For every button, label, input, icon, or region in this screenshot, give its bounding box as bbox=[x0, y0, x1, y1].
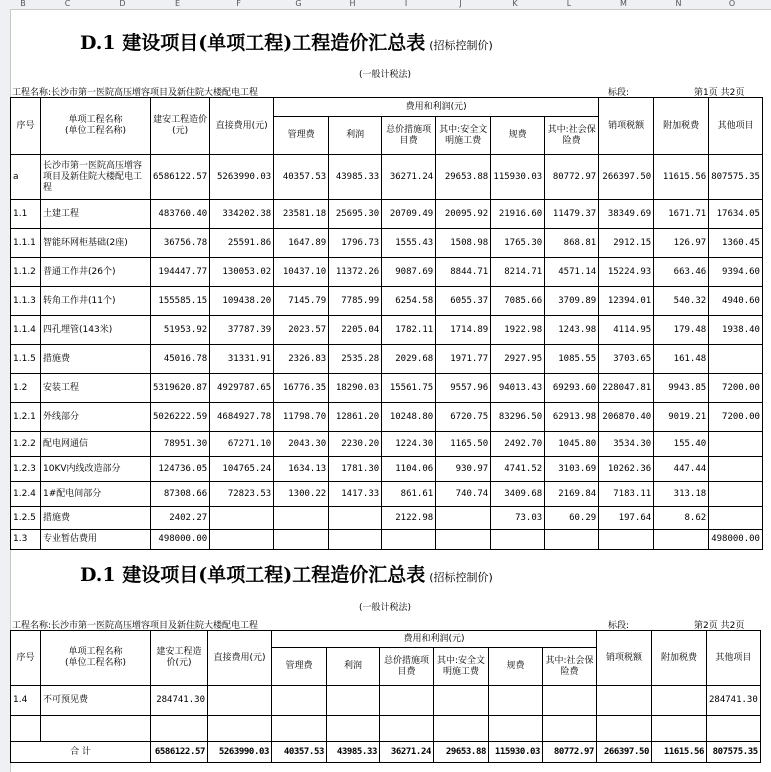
cell-other[interactable]: 9394.60 bbox=[709, 258, 763, 287]
cell-mgmt[interactable]: 7145.79 bbox=[274, 287, 329, 316]
cell-add[interactable] bbox=[652, 686, 707, 716]
page2-page-number: 第2页 共2页 bbox=[694, 621, 745, 631]
col-header-i[interactable]: I bbox=[404, 0, 408, 8]
cell-profit[interactable]: 11372.26 bbox=[329, 258, 382, 287]
row-seq[interactable]: 1.2.2 bbox=[11, 432, 41, 457]
row-name[interactable]: 安装工程 bbox=[41, 374, 151, 403]
col-header-h[interactable]: H bbox=[349, 0, 356, 8]
row-seq[interactable]: 1.2.5 bbox=[11, 507, 41, 530]
cell-sales[interactable]: 206870.40 bbox=[599, 403, 654, 432]
cell-direct[interactable]: 109438.20 bbox=[210, 287, 274, 316]
hdr-name: 单项工程名称 (单位工程名称) bbox=[41, 98, 151, 155]
hdr-fees-group: 费用和利润(元) bbox=[274, 98, 599, 117]
page1-subtitle: (一般计税法) bbox=[358, 70, 412, 80]
row-seq[interactable]: a bbox=[11, 155, 41, 200]
table-row bbox=[11, 287, 763, 316]
total-safety[interactable]: 29653.88 bbox=[434, 742, 489, 763]
cell-direct[interactable]: 67271.10 bbox=[210, 432, 274, 457]
row-seq[interactable]: 1.1.1 bbox=[11, 229, 41, 258]
cell-add[interactable]: 161.48 bbox=[654, 345, 709, 374]
cell-safety[interactable]: 930.97 bbox=[436, 457, 491, 482]
cell-mgmt[interactable]: 10437.10 bbox=[274, 258, 329, 287]
p2-hdr-safety: 其中:安全文明施工费 bbox=[434, 648, 489, 686]
cell-add[interactable] bbox=[654, 530, 709, 550]
row-name[interactable]: 措施费 bbox=[41, 345, 151, 374]
cell-other[interactable]: 1360.45 bbox=[709, 229, 763, 258]
p2-hdr-fees-group: 费用和利润(元) bbox=[272, 631, 597, 648]
cell-direct[interactable] bbox=[208, 686, 272, 716]
hdr-safety: 其中:安全文明施工费 bbox=[436, 117, 491, 155]
cell-measures[interactable]: 36271.24 bbox=[382, 155, 436, 200]
p2-hdr-measures: 总价措施项目费 bbox=[380, 648, 434, 686]
cell-cost[interactable]: 124736.05 bbox=[151, 457, 210, 482]
cell-other[interactable]: 498000.00 bbox=[709, 530, 763, 550]
empty-cell[interactable] bbox=[327, 716, 380, 742]
row-name[interactable]: 四孔埋管(143米) bbox=[41, 316, 151, 345]
table-row bbox=[11, 258, 763, 287]
page2-bid-section: 标段: bbox=[608, 621, 630, 631]
table-row bbox=[11, 530, 763, 550]
cell-other[interactable] bbox=[709, 482, 763, 507]
cell-measures[interactable]: 6254.58 bbox=[382, 287, 436, 316]
row-seq[interactable]: 1.3 bbox=[11, 530, 41, 550]
cell-cost[interactable]: 45016.78 bbox=[151, 345, 210, 374]
cell-measures[interactable]: 2029.68 bbox=[382, 345, 436, 374]
cell-mgmt[interactable]: 2023.57 bbox=[274, 316, 329, 345]
p2-hdr-profit: 利润 bbox=[327, 648, 380, 686]
cell-social[interactable]: 4571.14 bbox=[545, 258, 599, 287]
cell-mgmt[interactable] bbox=[272, 686, 327, 716]
page2-subtitle: (一般计税法) bbox=[358, 603, 412, 613]
cell-cost[interactable]: 78951.30 bbox=[151, 432, 210, 457]
cell-reg[interactable]: 1922.98 bbox=[491, 316, 545, 345]
cell-profit[interactable] bbox=[327, 686, 380, 716]
table-row bbox=[11, 507, 763, 530]
cell-other[interactable] bbox=[709, 457, 763, 482]
cell-cost[interactable]: 5319620.87 bbox=[151, 374, 210, 403]
col-header-g[interactable]: G bbox=[295, 0, 302, 8]
cell-add[interactable]: 313.18 bbox=[654, 482, 709, 507]
cell-reg[interactable] bbox=[491, 530, 545, 550]
cell-direct[interactable]: 4684927.78 bbox=[210, 403, 274, 432]
row-name[interactable]: 10KV内线改造部分 bbox=[41, 457, 151, 482]
cell-cost[interactable]: 36756.78 bbox=[151, 229, 210, 258]
page2-cost-table bbox=[10, 630, 761, 763]
cell-profit[interactable]: 7785.99 bbox=[329, 287, 382, 316]
cell-social[interactable]: 69293.60 bbox=[545, 374, 599, 403]
column-header-bar bbox=[0, 0, 771, 10]
p2-hdr-sales-tax: 销项税额 bbox=[597, 631, 652, 686]
cell-profit[interactable]: 12861.20 bbox=[329, 403, 382, 432]
cell-other[interactable]: 1938.40 bbox=[709, 316, 763, 345]
p2-hdr-social: 其中:社会保险费 bbox=[543, 648, 597, 686]
cell-add[interactable]: 9943.85 bbox=[654, 374, 709, 403]
cell-reg[interactable]: 2492.70 bbox=[491, 432, 545, 457]
cell-social[interactable]: 2169.84 bbox=[545, 482, 599, 507]
cell-cost[interactable]: 6586122.57 bbox=[151, 155, 210, 200]
cell-safety[interactable]: 9557.96 bbox=[436, 374, 491, 403]
cell-social[interactable]: 62913.98 bbox=[545, 403, 599, 432]
cell-reg[interactable]: 115930.03 bbox=[491, 155, 545, 200]
cell-measures[interactable]: 1104.06 bbox=[382, 457, 436, 482]
cell-direct[interactable]: 72823.53 bbox=[210, 482, 274, 507]
cell-sales[interactable]: 3703.65 bbox=[599, 345, 654, 374]
cell-other[interactable]: 7200.00 bbox=[709, 374, 763, 403]
table-row bbox=[11, 403, 763, 432]
row-seq[interactable]: 1.2 bbox=[11, 374, 41, 403]
empty-cell[interactable] bbox=[652, 716, 707, 742]
row-seq[interactable]: 1.1.3 bbox=[11, 287, 41, 316]
cell-mgmt[interactable] bbox=[274, 507, 329, 530]
cell-cost[interactable]: 5026222.59 bbox=[151, 403, 210, 432]
cell-safety[interactable] bbox=[436, 507, 491, 530]
cell-mgmt[interactable]: 11798.70 bbox=[274, 403, 329, 432]
cell-profit[interactable] bbox=[329, 530, 382, 550]
cell-other[interactable]: 284741.30 bbox=[707, 686, 761, 716]
cell-profit[interactable]: 18290.03 bbox=[329, 374, 382, 403]
page1-bid-section: 标段: bbox=[608, 88, 630, 98]
p2-hdr-add-tax: 附加税费 bbox=[652, 631, 707, 686]
cell-other[interactable]: 7200.00 bbox=[709, 403, 763, 432]
table-row bbox=[11, 374, 763, 403]
page2-project-name: 工程名称:长沙市第一医院高压增容项目及新住院大楼配电工程 bbox=[12, 621, 259, 631]
row-seq[interactable]: 1.1.5 bbox=[11, 345, 41, 374]
cell-social[interactable]: 60.29 bbox=[545, 507, 599, 530]
col-header-b[interactable]: B bbox=[20, 0, 26, 8]
cell-social[interactable]: 3103.69 bbox=[545, 457, 599, 482]
cell-other[interactable]: 807575.35 bbox=[709, 155, 763, 200]
cell-add[interactable]: 447.44 bbox=[654, 457, 709, 482]
cell-direct[interactable]: 130053.02 bbox=[210, 258, 274, 287]
row-seq[interactable]: 1.2.3 bbox=[11, 457, 41, 482]
p2-hdr-other: 其他项目 bbox=[707, 631, 761, 686]
row-seq[interactable]: 1.1.4 bbox=[11, 316, 41, 345]
cell-direct[interactable]: 25591.86 bbox=[210, 229, 274, 258]
cell-add[interactable]: 8.62 bbox=[654, 507, 709, 530]
row-name[interactable]: 不可预见费 bbox=[41, 686, 151, 716]
cell-sales[interactable]: 12394.01 bbox=[599, 287, 654, 316]
cell-add[interactable]: 663.46 bbox=[654, 258, 709, 287]
cell-cost[interactable]: 2402.27 bbox=[151, 507, 210, 530]
cell-add[interactable]: 155.40 bbox=[654, 432, 709, 457]
cell-add[interactable]: 11615.56 bbox=[654, 155, 709, 200]
cell-safety[interactable]: 1508.98 bbox=[436, 229, 491, 258]
cell-profit[interactable]: 1796.73 bbox=[329, 229, 382, 258]
empty-row bbox=[11, 716, 761, 742]
page1-table-body bbox=[11, 155, 763, 550]
cell-reg[interactable]: 3409.68 bbox=[491, 482, 545, 507]
col-header-m[interactable]: M bbox=[620, 0, 627, 8]
cell-sales[interactable]: 4114.95 bbox=[599, 316, 654, 345]
cell-reg[interactable]: 4741.52 bbox=[491, 457, 545, 482]
page2-table-body bbox=[11, 686, 761, 742]
page1-title-note: (招标控制价) bbox=[429, 39, 493, 52]
row-seq[interactable]: 1.2.1 bbox=[11, 403, 41, 432]
table-row bbox=[11, 229, 763, 258]
cell-social[interactable]: 868.81 bbox=[545, 229, 599, 258]
cell-cost[interactable]: 155585.15 bbox=[151, 287, 210, 316]
total-profit[interactable]: 43985.33 bbox=[327, 742, 380, 763]
cell-measures[interactable]: 1224.30 bbox=[382, 432, 436, 457]
total-other[interactable]: 807575.35 bbox=[707, 742, 761, 763]
empty-cell[interactable] bbox=[434, 716, 489, 742]
cell-direct[interactable]: 4929787.65 bbox=[210, 374, 274, 403]
cell-add[interactable]: 540.32 bbox=[654, 287, 709, 316]
empty-cell[interactable] bbox=[272, 716, 327, 742]
table-row bbox=[11, 345, 763, 374]
cell-sales[interactable]: 38349.69 bbox=[599, 200, 654, 229]
hdr-cost: 建安工程造价(元) bbox=[151, 98, 210, 155]
hdr-mgmt: 管理费 bbox=[274, 117, 329, 155]
cell-mgmt[interactable]: 1647.89 bbox=[274, 229, 329, 258]
cell-direct[interactable]: 104765.24 bbox=[210, 457, 274, 482]
total-measures[interactable]: 36271.24 bbox=[380, 742, 434, 763]
empty-cell[interactable] bbox=[151, 716, 208, 742]
hdr-other: 其他项目 bbox=[709, 98, 763, 155]
col-header-d[interactable]: D bbox=[119, 0, 126, 8]
page2-title-note: (招标控制价) bbox=[429, 571, 493, 584]
row-name[interactable]: 专业暂估费用 bbox=[41, 530, 151, 550]
cell-profit[interactable]: 2230.20 bbox=[329, 432, 382, 457]
hdr-direct: 直接费用(元) bbox=[210, 98, 274, 155]
cell-mgmt[interactable]: 2043.30 bbox=[274, 432, 329, 457]
row-name[interactable]: 土建工程 bbox=[41, 200, 151, 229]
page1-cost-table bbox=[10, 97, 763, 550]
cell-sales[interactable]: 15224.93 bbox=[599, 258, 654, 287]
total-regulation[interactable]: 115930.03 bbox=[489, 742, 543, 763]
cell-reg[interactable]: 7085.66 bbox=[491, 287, 545, 316]
p2-hdr-regulation: 规费 bbox=[489, 648, 543, 686]
cell-sales[interactable]: 2912.15 bbox=[599, 229, 654, 258]
cell-mgmt[interactable]: 16776.35 bbox=[274, 374, 329, 403]
cell-sales[interactable]: 10262.36 bbox=[599, 457, 654, 482]
cell-measures[interactable]: 2122.98 bbox=[382, 507, 436, 530]
total-cost[interactable]: 6586122.57 bbox=[151, 742, 208, 763]
row-seq[interactable]: 1.1.2 bbox=[11, 258, 41, 287]
total-mgmt[interactable]: 40357.53 bbox=[272, 742, 327, 763]
cell-mgmt[interactable]: 23581.18 bbox=[274, 200, 329, 229]
cell-other[interactable] bbox=[709, 507, 763, 530]
total-row bbox=[11, 742, 761, 763]
row-seq[interactable]: 1.4 bbox=[11, 686, 41, 716]
cell-direct[interactable]: 31331.91 bbox=[210, 345, 274, 374]
cell-cost[interactable]: 498000.00 bbox=[151, 530, 210, 550]
row-seq[interactable]: 1.2.4 bbox=[11, 482, 41, 507]
cell-mgmt[interactable]: 1634.13 bbox=[274, 457, 329, 482]
cell-sales[interactable] bbox=[597, 686, 652, 716]
total-label[interactable]: 合 计 bbox=[11, 742, 151, 763]
col-header-l[interactable]: L bbox=[566, 0, 572, 8]
cell-social[interactable]: 1243.98 bbox=[545, 316, 599, 345]
hdr-add-tax: 附加税费 bbox=[654, 98, 709, 155]
cell-measures[interactable]: 9087.69 bbox=[382, 258, 436, 287]
page1-title-text: D.1 建设项目(单项工程)工程造价汇总表 bbox=[80, 32, 426, 54]
row-name[interactable]: 外线部分 bbox=[41, 403, 151, 432]
empty-cell[interactable] bbox=[41, 716, 151, 742]
empty-cell[interactable] bbox=[707, 716, 761, 742]
row-name[interactable]: 转角工作井(11个) bbox=[41, 287, 151, 316]
row-seq[interactable]: 1.1 bbox=[11, 200, 41, 229]
cell-mgmt[interactable] bbox=[274, 530, 329, 550]
cell-reg[interactable]: 73.03 bbox=[491, 507, 545, 530]
cell-social[interactable]: 11479.37 bbox=[545, 200, 599, 229]
hdr-seq: 序号 bbox=[11, 98, 41, 155]
cell-add[interactable]: 126.97 bbox=[654, 229, 709, 258]
cell-mgmt[interactable]: 40357.53 bbox=[274, 155, 329, 200]
table-row bbox=[11, 316, 763, 345]
cell-safety[interactable]: 29653.88 bbox=[436, 155, 491, 200]
cell-social[interactable] bbox=[545, 530, 599, 550]
page2-title bbox=[80, 560, 493, 587]
col-header-n[interactable]: N bbox=[675, 0, 682, 8]
empty-cell[interactable] bbox=[208, 716, 272, 742]
cell-other[interactable] bbox=[709, 432, 763, 457]
total-social[interactable]: 80772.97 bbox=[543, 742, 597, 763]
cell-profit[interactable]: 2205.04 bbox=[329, 316, 382, 345]
empty-cell[interactable] bbox=[543, 716, 597, 742]
total-sales-tax[interactable]: 266397.50 bbox=[597, 742, 652, 763]
cell-sales[interactable]: 228047.81 bbox=[599, 374, 654, 403]
cell-add[interactable]: 9019.21 bbox=[654, 403, 709, 432]
cell-safety[interactable] bbox=[434, 686, 489, 716]
page2-title-text: D.1 建设项目(单项工程)工程造价汇总表 bbox=[80, 564, 426, 586]
cell-reg[interactable] bbox=[489, 686, 543, 716]
col-header-o[interactable]: O bbox=[728, 0, 736, 8]
table-row bbox=[11, 482, 763, 507]
cell-cost[interactable]: 483760.40 bbox=[151, 200, 210, 229]
empty-cell[interactable] bbox=[11, 716, 41, 742]
cell-social[interactable]: 3709.89 bbox=[545, 287, 599, 316]
cell-mgmt[interactable]: 1300.22 bbox=[274, 482, 329, 507]
cell-direct[interactable]: 5263990.03 bbox=[210, 155, 274, 200]
cell-direct[interactable]: 37787.39 bbox=[210, 316, 274, 345]
cell-safety[interactable]: 8844.71 bbox=[436, 258, 491, 287]
cell-measures[interactable]: 20709.49 bbox=[382, 200, 436, 229]
cell-safety[interactable]: 1971.77 bbox=[436, 345, 491, 374]
cell-profit[interactable]: 25695.30 bbox=[329, 200, 382, 229]
page1-page-number: 第1页 共2页 bbox=[694, 88, 745, 98]
table-row bbox=[11, 200, 763, 229]
col-header-c[interactable]: C bbox=[64, 0, 71, 8]
cell-sales[interactable]: 266397.50 bbox=[599, 155, 654, 200]
cell-add[interactable]: 179.48 bbox=[654, 316, 709, 345]
cell-safety[interactable] bbox=[436, 530, 491, 550]
cell-sales[interactable] bbox=[599, 530, 654, 550]
cell-other[interactable] bbox=[709, 345, 763, 374]
cell-other[interactable]: 17634.05 bbox=[709, 200, 763, 229]
cell-cost[interactable]: 284741.30 bbox=[151, 686, 208, 716]
cell-profit[interactable] bbox=[329, 507, 382, 530]
table-row bbox=[11, 686, 761, 716]
cell-sales[interactable]: 197.64 bbox=[599, 507, 654, 530]
cell-safety[interactable]: 20095.92 bbox=[436, 200, 491, 229]
cell-safety[interactable]: 6720.75 bbox=[436, 403, 491, 432]
cell-profit[interactable]: 1417.33 bbox=[329, 482, 382, 507]
p2-hdr-seq: 序号 bbox=[11, 631, 41, 686]
empty-cell[interactable] bbox=[489, 716, 543, 742]
row-name[interactable]: 普通工作井(26个) bbox=[41, 258, 151, 287]
cell-safety[interactable]: 6055.37 bbox=[436, 287, 491, 316]
table-row bbox=[11, 155, 763, 200]
cell-reg[interactable]: 8214.71 bbox=[491, 258, 545, 287]
cell-reg[interactable]: 1765.30 bbox=[491, 229, 545, 258]
cell-cost[interactable]: 51953.92 bbox=[151, 316, 210, 345]
cell-profit[interactable]: 43985.33 bbox=[329, 155, 382, 200]
cell-sales[interactable]: 7183.11 bbox=[599, 482, 654, 507]
p2-hdr-direct: 直接费用(元) bbox=[208, 631, 272, 686]
hdr-sales-tax: 销项税额 bbox=[599, 98, 654, 155]
hdr-regulation: 规费 bbox=[491, 117, 545, 155]
col-header-e[interactable]: E bbox=[174, 0, 181, 8]
empty-cell[interactable] bbox=[380, 716, 434, 742]
cell-measures[interactable] bbox=[380, 686, 434, 716]
page1-project-name: 工程名称:长沙市第一医院高压增容项目及新住院大楼配电工程 bbox=[12, 88, 259, 98]
cell-reg[interactable]: 21916.60 bbox=[491, 200, 545, 229]
cell-social[interactable]: 1045.80 bbox=[545, 432, 599, 457]
page1-title bbox=[80, 28, 493, 55]
row-name[interactable]: 措施费 bbox=[41, 507, 151, 530]
row-name[interactable]: 智能环网柜基础(2座) bbox=[41, 229, 151, 258]
cell-direct[interactable] bbox=[210, 530, 274, 550]
cell-direct[interactable]: 334202.38 bbox=[210, 200, 274, 229]
cell-add[interactable]: 1671.71 bbox=[654, 200, 709, 229]
cell-sales[interactable]: 3534.30 bbox=[599, 432, 654, 457]
cell-safety[interactable]: 1714.89 bbox=[436, 316, 491, 345]
cell-profit[interactable]: 1781.30 bbox=[329, 457, 382, 482]
cell-measures[interactable]: 1555.43 bbox=[382, 229, 436, 258]
cell-measures[interactable]: 15561.75 bbox=[382, 374, 436, 403]
cell-social[interactable]: 1085.55 bbox=[545, 345, 599, 374]
row-name[interactable]: 1#配电间部分 bbox=[41, 482, 151, 507]
table-row bbox=[11, 432, 763, 457]
hdr-social: 其中:社会保险费 bbox=[545, 117, 599, 155]
total-direct[interactable]: 5263990.03 bbox=[208, 742, 272, 763]
cell-measures[interactable] bbox=[382, 530, 436, 550]
col-header-j[interactable]: J bbox=[459, 0, 462, 8]
row-name[interactable]: 配电网通信 bbox=[41, 432, 151, 457]
cell-other[interactable]: 4940.60 bbox=[709, 287, 763, 316]
cell-social[interactable] bbox=[543, 686, 597, 716]
col-header-f[interactable]: F bbox=[236, 0, 241, 8]
empty-cell[interactable] bbox=[597, 716, 652, 742]
total-add-tax[interactable]: 11615.56 bbox=[652, 742, 707, 763]
cell-measures[interactable]: 861.61 bbox=[382, 482, 436, 507]
cell-safety[interactable]: 1165.50 bbox=[436, 432, 491, 457]
table-row bbox=[11, 457, 763, 482]
p2-hdr-cost: 建安工程造价(元) bbox=[151, 631, 208, 686]
cell-cost[interactable]: 194447.77 bbox=[151, 258, 210, 287]
cell-reg[interactable]: 83296.50 bbox=[491, 403, 545, 432]
hdr-profit: 利润 bbox=[329, 117, 382, 155]
hdr-measures: 总价措施项目费 bbox=[382, 117, 436, 155]
row-name[interactable]: 长沙市第一医院高压增容项目及新住院大楼配电工程 bbox=[41, 155, 151, 200]
col-header-k[interactable]: K bbox=[512, 0, 518, 8]
cell-direct[interactable] bbox=[210, 507, 274, 530]
p2-hdr-mgmt: 管理费 bbox=[272, 648, 327, 686]
cell-profit[interactable]: 2535.28 bbox=[329, 345, 382, 374]
cell-social[interactable]: 80772.97 bbox=[545, 155, 599, 200]
cell-reg[interactable]: 94013.43 bbox=[491, 374, 545, 403]
cell-reg[interactable]: 2927.95 bbox=[491, 345, 545, 374]
cell-safety[interactable]: 740.74 bbox=[436, 482, 491, 507]
p2-hdr-name: 单项工程名称 (单位工程名称) bbox=[41, 631, 151, 686]
cell-mgmt[interactable]: 2326.83 bbox=[274, 345, 329, 374]
cell-cost[interactable]: 87308.66 bbox=[151, 482, 210, 507]
cell-measures[interactable]: 1782.11 bbox=[382, 316, 436, 345]
cell-measures[interactable]: 10248.80 bbox=[382, 403, 436, 432]
